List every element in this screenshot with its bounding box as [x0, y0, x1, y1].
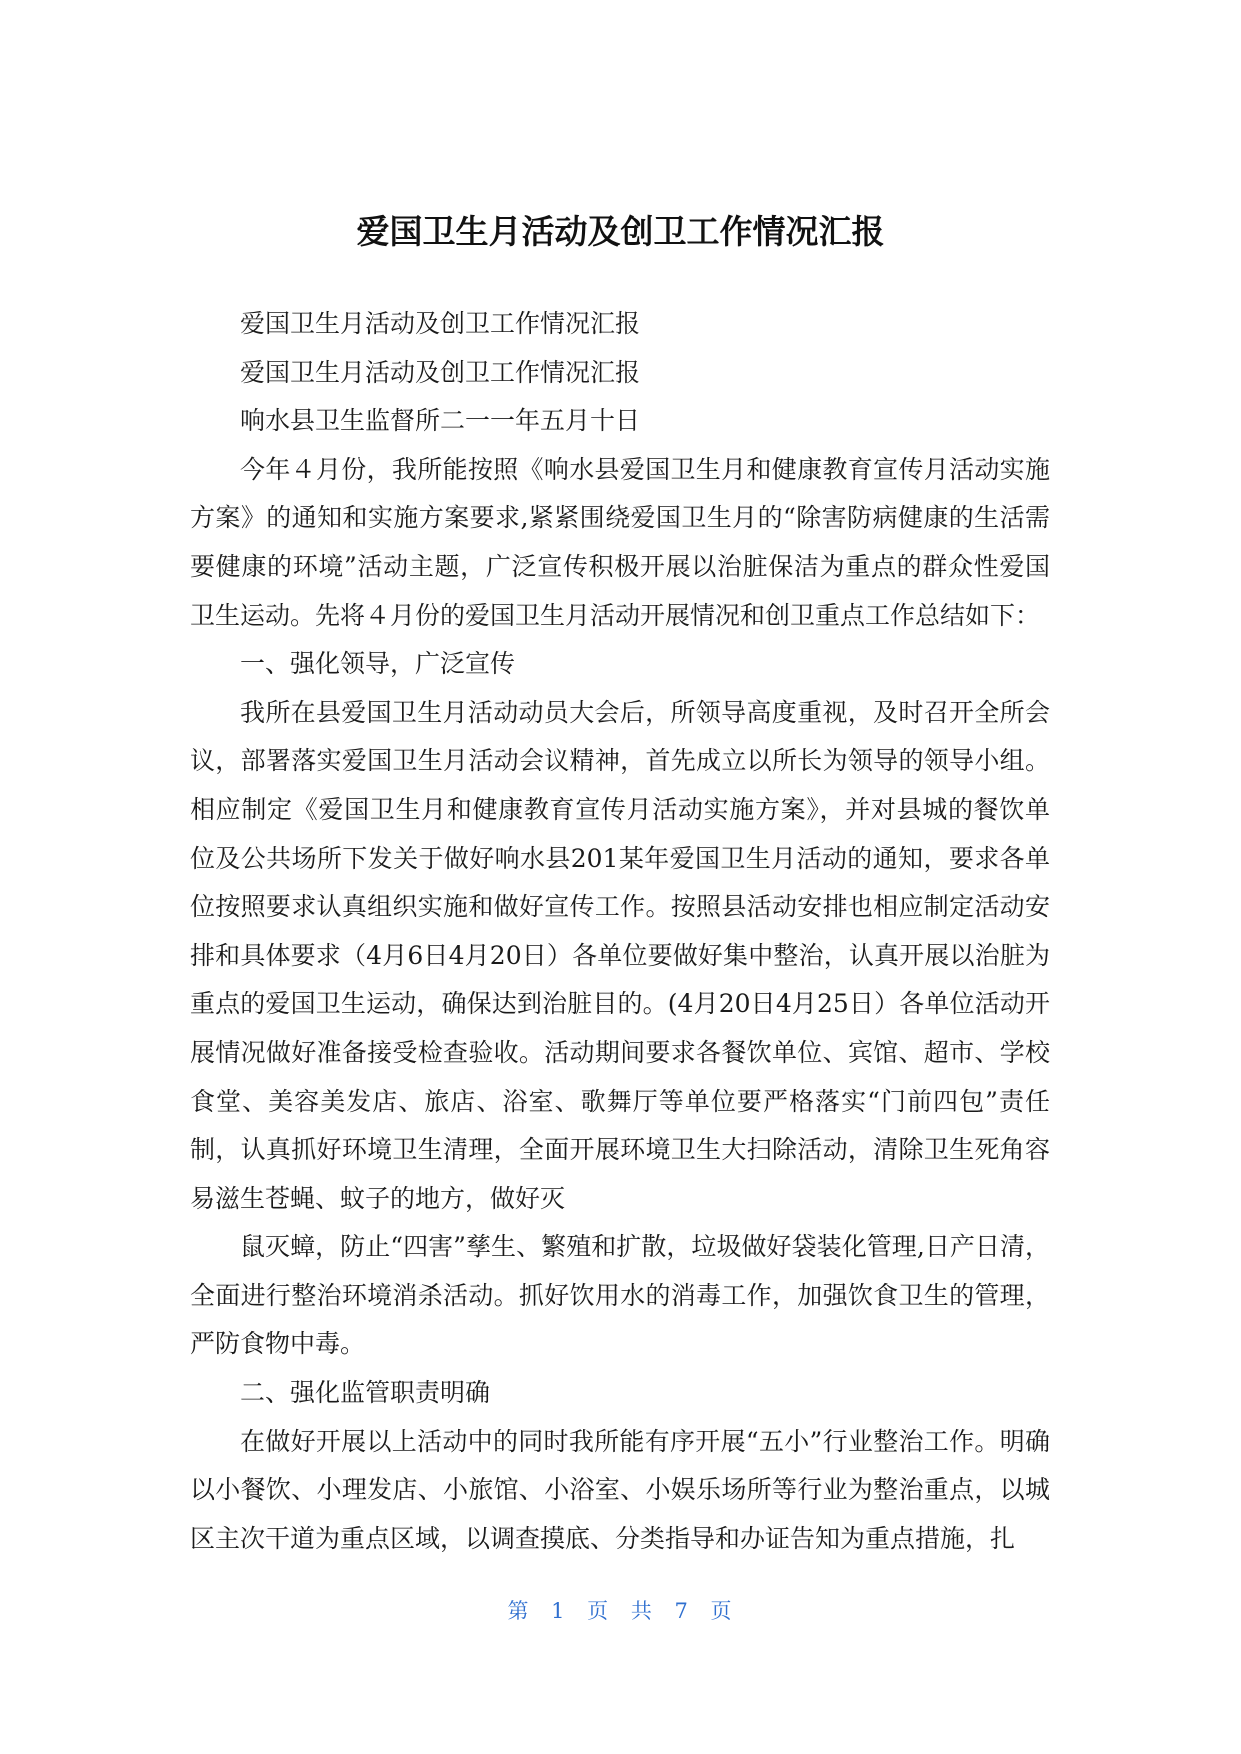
paragraph-author-date: 响水县卫生监督所二一一年五月十日	[240, 406, 641, 436]
paragraph-section-2: 在做好开展以上活动中的同时我所能有序开展“五小”行业整治工作。明确以小餐饮、小理发店、小旅馆、小浴室、小娱乐场所等行业为整治重点，以城区主次干道为重点区域，以调查摸底、分类指导和办证告知为重点措施，扎	[190, 1426, 1050, 1553]
page-title: 爱国卫生月活动及创卫工作情况汇报	[356, 212, 885, 252]
paragraph-section-1: 我所在县爱国卫生月活动动员大会后，所领导高度重视，及时召开全所会议，部署落实爱国卫生月活动会议精神，首先成立以所长为领导的领导小组。相应制定《爱国卫生月和健康教育宣传月活动实施方案》，并对县城的餐饮单位及公共场所下发关于做好响水县201某年爱国卫生月活动的通知，要求各单位按照要求认真组织实施和做好宣传工作。按照县活动安排也相应制定活动安排和具体要求（4月6日4月20日）各单位要做好集中整治，认真开展以治脏为重点的爱国卫生运动，确保达到治脏目的。(4月20日4月25日）各单位活动开展情况做好准备接受检查验收。活动期间要求各餐饮单位、宾馆、超市、学校食堂、美容美发店、旅店、浴室、歌舞厅等单位要严格落实“门前四包”责任制，认真抓好环境卫生清理，全面开展环境卫生大扫除活动，清除卫生死角容易滋生苍蝇、蚊子的地方，做好灭	[190, 697, 1050, 1213]
paragraph-subtitle: 爱国卫生月活动及创卫工作情况汇报	[240, 309, 641, 338]
section-heading-2: 二、强化监管职责明确	[240, 1378, 491, 1408]
section-heading-1: 一、强化领导，广泛宣传	[240, 649, 516, 679]
document-body	[190, 300, 1050, 1563]
page-number-footer: 第 1 页 共 7 页	[507, 1599, 734, 1623]
paragraph-subtitle-repeat: 爱国卫生月活动及创卫工作情况汇报	[240, 357, 641, 387]
paragraph-section-1-continued: 鼠灭蟑，防止“四害”孳生、繁殖和扩散，垃圾做好袋装化管理,日产日清，全面进行整治环境消杀活动。抓好饮用水的消毒工作，加强饮食卫生的管理，严防食物中毒。	[190, 1232, 1050, 1359]
paragraph-intro: 今年４月份，我所能按照《响水县爱国卫生月和健康教育宣传月活动实施方案》的通知和实施方案要求,紧紧围绕爱国卫生月的“除害防病健康的生活需要健康的环境”活动主题，广泛宣传积极开展以治脏保洁为重点的群众性爱国卫生运动。先将４月份的爱国卫生月活动开展情况和创卫重点工作总结如下：	[190, 454, 1050, 630]
